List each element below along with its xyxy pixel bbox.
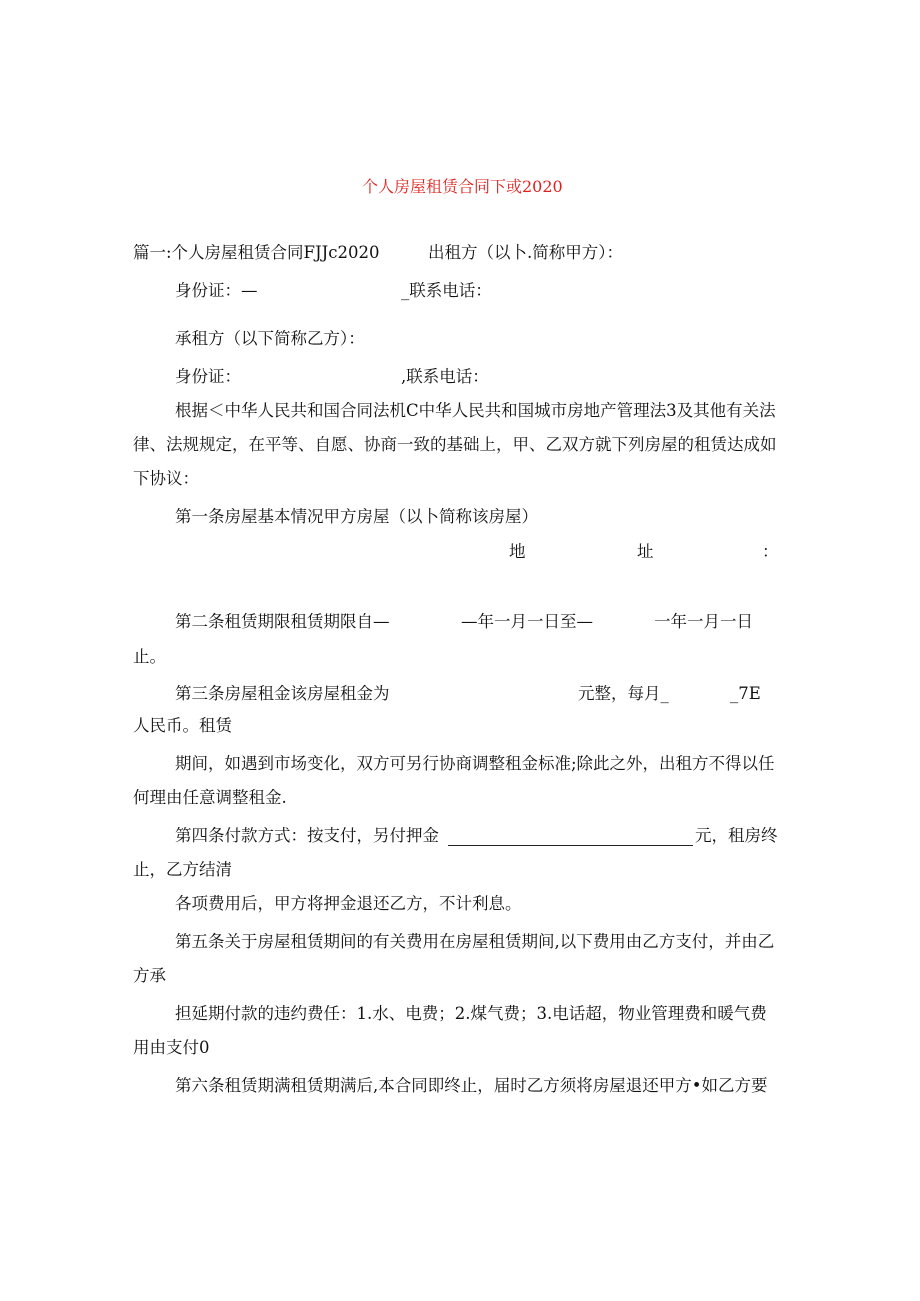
line-22: 用由支付0 bbox=[133, 1038, 210, 1057]
line-4-left: 身份证： bbox=[175, 367, 241, 386]
line-21: 担延期付款的违约费任：1.水、电费；2.煤气费；3.电话超，物业管理费和暖气费 bbox=[175, 1004, 767, 1023]
line-7: 下协议： bbox=[133, 469, 199, 488]
line-12-left: 第三条房屋租金该房屋租金为 bbox=[175, 684, 390, 703]
line-11: 止。 bbox=[133, 647, 166, 666]
line-12-right: _7E bbox=[730, 684, 761, 703]
line-19: 第五条关于房屋租赁期间的有关费用在房屋租赁期间,以下费用由乙方支付，并由乙 bbox=[175, 932, 775, 951]
line-15: 何理由任意调整租金. bbox=[133, 788, 287, 807]
line-9-di: 地 bbox=[509, 542, 526, 561]
line-17: 止，乙方结清 bbox=[133, 860, 232, 879]
line-10-mid: —年一月一日至— bbox=[461, 612, 593, 631]
line-10-right: 一年一月一日 bbox=[654, 612, 753, 631]
line-23: 第六条租赁期满租赁期满后,本合同即终止，届时乙方须将房屋退还甲方•如乙方要 bbox=[175, 1076, 768, 1095]
line-4-right: ,联系电话： bbox=[401, 367, 489, 386]
document-title: 个人房屋租赁合同下或2020 bbox=[362, 177, 563, 196]
deposit-blank-underline bbox=[448, 845, 693, 846]
line-16-right: 元，租房终 bbox=[695, 826, 778, 845]
line-12-mid: 元整，每月_ bbox=[578, 684, 669, 703]
line-16-left: 第四条付款方式：按支付，另付押金 bbox=[175, 826, 439, 845]
line-5: 根据＜中华人民共和国合同法机C中华人民共和国城市房地产管理法3及其他有关法 bbox=[175, 401, 776, 420]
line-14: 期间，如遇到市场变化，双方可另行协商调整租金标准;除此之外，出租方不得以任 bbox=[175, 754, 775, 773]
line-18: 各项费用后，甲方将押金退还乙方，不计利息。 bbox=[175, 894, 522, 913]
line-9-zhi: 址 bbox=[637, 542, 654, 561]
line-1-left: 篇一:个人房屋租赁合同FJJc2020 bbox=[133, 243, 380, 262]
line-8: 第一条房屋基本情况甲方房屋（以卜简称该房屋） bbox=[175, 507, 538, 526]
line-13: 人民币。租赁 bbox=[133, 716, 232, 735]
line-3: 承租方（以下简称乙方）： bbox=[175, 329, 365, 348]
line-20: 方承 bbox=[133, 966, 166, 985]
line-10-left: 第二条租赁期限租赁期限自— bbox=[175, 612, 390, 631]
line-2-left: 身份证：— bbox=[175, 281, 258, 300]
line-6: 律、法规规定，在平等、自愿、协商一致的基础上，甲、乙双方就下列房屋的租赁达成如 bbox=[133, 435, 777, 454]
line-9-colon: ： bbox=[762, 542, 779, 561]
line-1-right: 出租方（以卜.简称甲方）： bbox=[428, 243, 623, 262]
line-2-right: _联系电话： bbox=[401, 281, 492, 300]
